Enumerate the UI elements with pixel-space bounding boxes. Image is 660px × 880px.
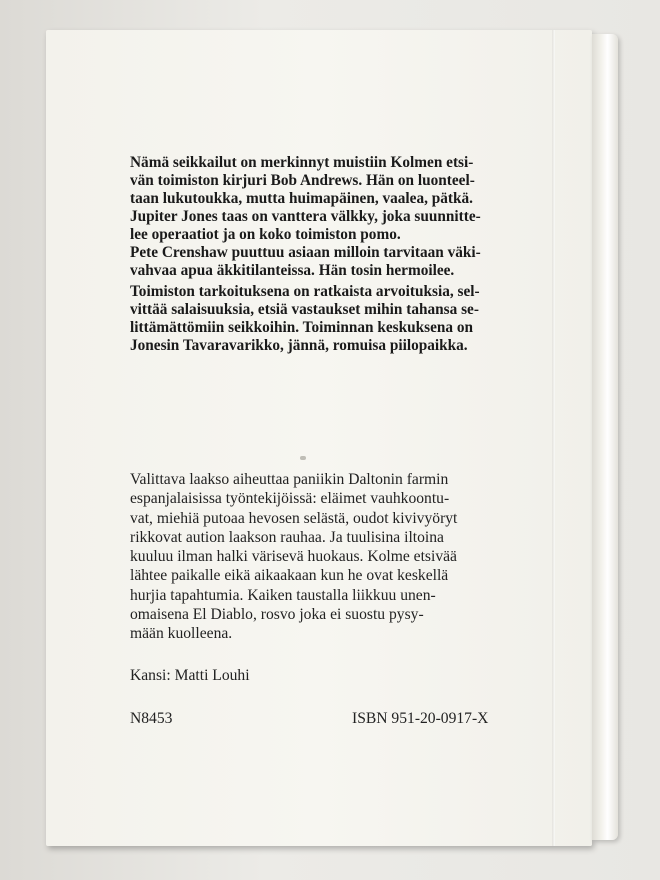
text-line: vittää salaisuuksia, etsiä vastaukset mihin tahansa se- [130, 301, 479, 318]
text-line: Jupiter Jones taas on vanttera välkky, joka suunnitte- [130, 208, 481, 225]
text-line: Nämä seikkailut on merkinnyt muistiin Kolmen etsi- [130, 154, 474, 171]
text-line: omaisena El Diablo, rosvo joka ei suostu pysy- [130, 606, 424, 624]
text-line: rikkovat aution laakson rauhaa. Ja tuulisina iltoina [130, 528, 444, 546]
cover-credit: Kansi: Matti Louhi [130, 667, 250, 684]
text-line: Jonesin Tavaravarikko, jännä, romuisa piilopaikka. [130, 337, 468, 354]
text-line: Pete Crenshaw puuttuu asiaan milloin tarvitaan väki- [130, 244, 481, 261]
isbn: ISBN 951-20-0917-X [352, 710, 489, 727]
text-line: vat, miehiä putoaa hevosen selästä, oudot kivivyöryt [130, 509, 458, 527]
text-line: vahvaa apua äkkitilanteissa. Hän tosin hermoilee. [130, 262, 455, 279]
text-line: vän toimiston kirjuri Bob Andrews. Hän on luonteel- [130, 172, 475, 189]
cover-hinge [552, 30, 555, 846]
agency-paragraph [130, 283, 540, 355]
text-line: lähtee paikalle eikä aikaakaan kun he ovat keskellä [130, 567, 449, 585]
text-line: kuuluu ilman halki värisevä huokaus. Kolme etsivää [130, 548, 457, 566]
text-line: hurjia tapahtumia. Kaiken taustalla liikkuu unen- [130, 586, 436, 604]
synopsis-paragraph [130, 470, 540, 644]
cover-speck [300, 456, 306, 460]
text-line: littämättömiin seikkoihin. Toiminnan keskuksena on [130, 319, 474, 336]
characters-paragraph [130, 154, 540, 280]
text-line: espanjalaisissa työntekijöissä: eläimet vauhkoontu- [130, 490, 450, 508]
product-code: N8453 [130, 710, 173, 727]
book-spine [592, 34, 618, 840]
book-back-cover [46, 30, 592, 846]
text-line: mään kuolleena. [130, 625, 233, 643]
text-line: lee operaatiot ja on koko toimiston pomo. [130, 226, 401, 243]
text-line: Toimiston tarkoituksena on ratkaista arvoituksia, sel- [130, 283, 480, 300]
text-line: taan lukutoukka, mutta huimapäinen, vaalea, pätkä. [130, 190, 473, 207]
text-line: Valittava laakso aiheuttaa paniikin Daltonin farmin [130, 471, 449, 488]
